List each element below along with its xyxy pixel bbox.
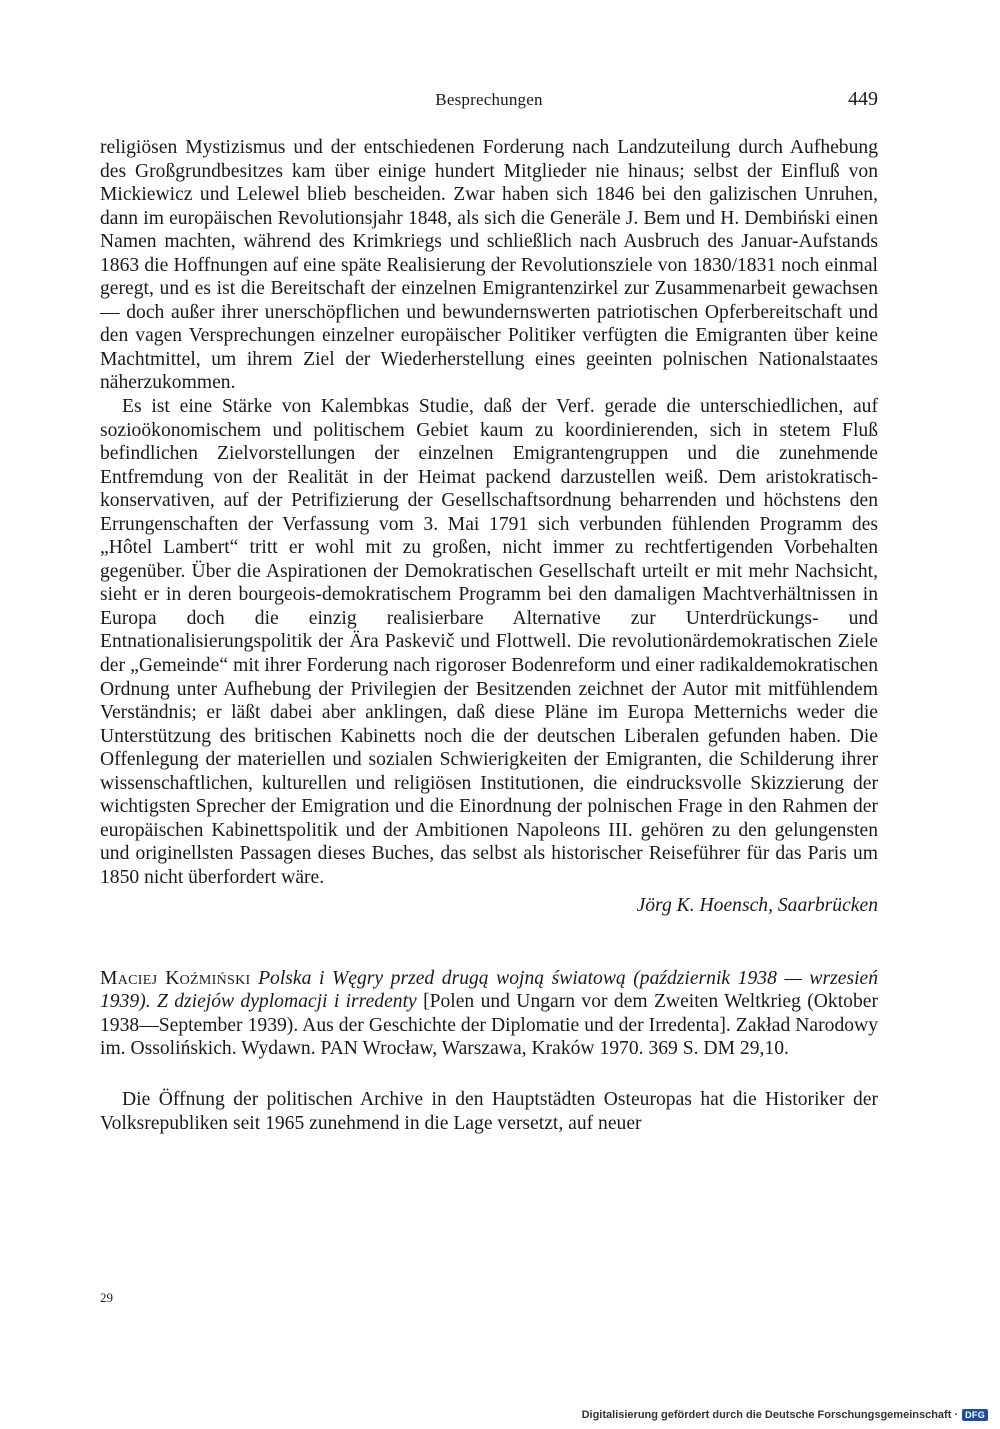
dfg-logo: DFG: [962, 1409, 988, 1421]
signature-mark: 29: [100, 1290, 113, 1305]
digitization-banner: [582, 1409, 988, 1421]
reviewer-signature: Jörg K. Hoensch, Saarbrücken: [636, 894, 878, 916]
page-number: 449: [848, 88, 878, 110]
review-book-details: [Polen und Ungarn vor dem Zweiten Weltkrieg (Oktober 1938—September 1939). Aus der Geschichte der Diplomatie und der Irredenta]. Zakład Narodowy im. Ossolińskich. Wydawn. PAN Wrocław, Warszawa, Kraków 1970. 369 S. DM 29,10.: [100, 991, 878, 1059]
review-author: Maciej Koźmiński: [100, 968, 251, 990]
running-title: Besprechungen: [435, 90, 543, 109]
review-book-title: Polska i Węgry przed drugą wojną światową (październik 1938 — wrzesień 1939). Z dziejów dyplomacji i irredenty: [100, 968, 879, 1013]
digitization-note: Digitalisierung gefördert durch die Deutsche Forschungsgemeinschaft ·: [581, 1409, 959, 1421]
review-citation: [100, 967, 878, 1060]
paragraph-continuation: religiösen Mystizismus und der entschiedenen Forderung nach Landzuteilung durch Aufhebung des Großgrundbesitzes kam über einige hundert Mitglieder nie hinaus; selbst der Einfluß von Mickiewicz und Lelewel blieb bescheiden. Zwar haben sich 1846 bei den galizischen Unruhen, dann im europäischen Revolutionsjahr 1848, als sich die Generäle J. Bem und H. Dembiński einen Namen machten, während des Krimkriegs und schließlich nach Ausbruch des Januar-Aufstands 1863 die Hoffnungen auf eine späte Realisierung der Revolutionsziele von 1830/1831 noch einmal geregt, und es ist die Bereitschaft der einzelnen Emigrantenzirkel zur Zusammenarbeit gewachsen — doch außer ihrer unerschöpflichen und bewundernswerten patriotischen Opferbereitschaft und den vagen Versprechungen einzelner europäischer Politiker verfügten die Emigranten über keine Machtmittel, um ihrem Ziel der Wiederherstellung eines geeinten polnischen Nationalstaates näherzukommen.: [100, 137, 878, 394]
review-first-paragraph: Die Öffnung der politischen Archive in den Hauptstädten Osteuropas hat die Historiker der Volksrepubliken seit 1965 zunehmend in die Lage versetzt, auf neuer: [100, 1089, 878, 1134]
running-header: [100, 88, 878, 116]
main-text: [100, 136, 878, 1135]
paragraph-analysis: Es ist eine Stärke von Kalembkas Studie, daß der Verf. gerade die unterschiedlichen, auf sozioökonomischem und politischem Gebiet kaum zu koordinierenden, sich in stetem Fluß befindlichen Zielvorstellungen der einzelnen Emigrantengruppen und die zunehmende Entfremdung von der Realität in der Heimat packend darzustellen weiß. Dem aristokratisch-konservativen, auf der Petrifizierung der Gesellschaftsordnung beharrenden und höchstens den Errungenschaften der Verfassung vom 3. Mai 1791 sich verbunden fühlenden Programm des „Hôtel Lambert“ tritt er wohl mit zu großen, nicht immer zu rechtfertigenden Vorbehalten gegenüber. Über die Aspirationen der Demokratischen Gesellschaft urteilt er mit mehr Nachsicht, sieht er in deren bourgeois-demokratischem Programm bei den damaligen Machtverhältnissen in Europa doch die einzig realisierbare Alternative zur Unterdrückungs- und Entnationalisierungspolitik der Ära Paskevič und Flottwell. Die revolutionärdemokratischen Ziele der „Gemeinde“ mit ihrer Forderung nach rigoroser Bodenreform und einer radikaldemokratischen Ordnung unter Aufhebung der Privilegien der Besitzenden zeichnet der Autor mit mitfühlendem Verständnis; er läßt dabei aber anklingen, daß diese Pläne im Europa Metternichs weder die Unterstützung des britischen Kabinetts noch die der deutschen Liberalen gefunden haben. Die Offenlegung der materiellen und sozialen Schwierigkeiten der Emigranten, die Schilderung ihrer wissenschaftlichen, kulturellen und religiösen Institutionen, die eindrucksvolle Skizzierung der wichtigsten Sprecher der Emigration und die Einordnung der polnischen Frage in den Rahmen der europäischen Kabinettspolitik und der Ambitionen Napoleons III. gehören zu den gelungensten und originellsten Passagen dieses Buches, das selbst als historischer Reiseführer für das Paris um 1850 nicht überfordert wäre.: [100, 396, 878, 888]
